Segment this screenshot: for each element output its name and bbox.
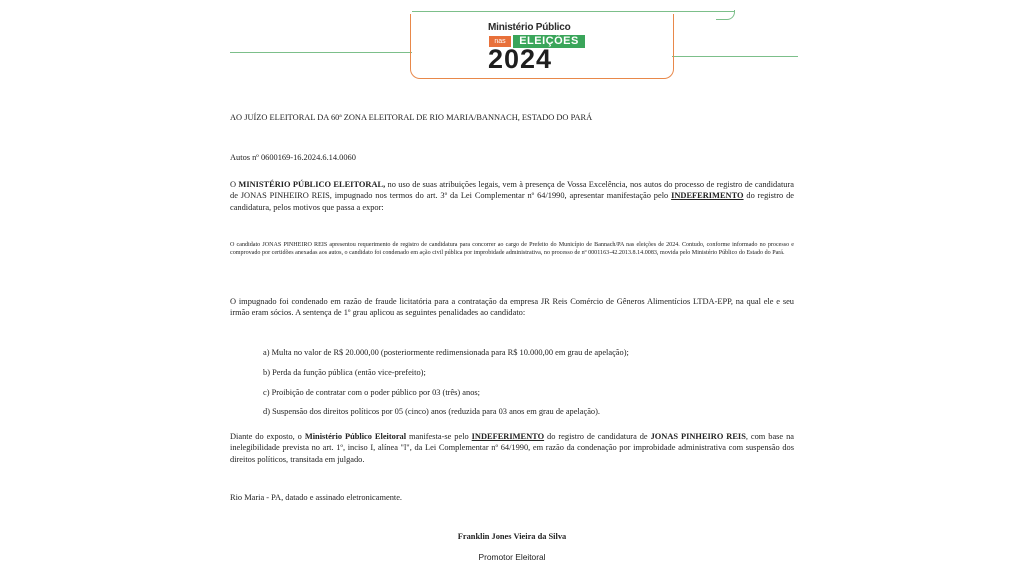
mp-eleicoes-2024-logo [488,22,592,74]
logo-title: Ministério Público [488,22,571,33]
header-rule-right [672,56,798,57]
indeferimento-term: INDEFERIMENTO [671,191,744,201]
conviction-paragraph: O impugnado foi condenado em razão de fraude licitatória para a contratação da empresa JR Reis Comércio de Gêneros Alimentícios LTDA-EPP, na qual ele e seu irmão eram sócios. A sentença de 1º grau aplicou as seguintes penalidades ao candidato: [230,297,794,318]
candidate-name: JONAS PINHEIRO REIS [650,432,746,441]
addressee: AO JUÍZO ELEITORAL DA 60ª ZONA ELEITORAL DE RIO MARIA/BANNACH, ESTADO DO PARÁ [230,113,593,122]
intro-paragraph: O MINISTÉRIO PÚBLICO ELEITORAL, no uso de suas atribuições legais, vem à presença de Vossa Excelência, nos autos do processo de registro de candidatura de JONAS PINHEIRO REIS, impugnado nos termos do art. 3º da Lei Complementar nº 64/1990, apresentar manifestação pelo INDEFERIMENTO do registro de candidatura, pelos motivos que passa a expor: [230,180,794,212]
logo-eleicoes-badge: ELEIÇÕES [513,35,585,48]
indeferimento-term: INDEFERIMENTO [471,432,545,441]
penalty-item: a) Multa no valor de R$ 20.000,00 (posteriormente redimensionada para R$ 10.000,00 em grau de apelação); [263,348,629,357]
conclusion-paragraph: Diante do exposto, o Ministério Público Eleitoral manifesta-se pelo INDEFERIMENTO do registro de candidatura de JONAS PINHEIRO REIS, com base na inelegibilidade prevista no art. 1º, inciso I, alínea "l", da Lei Complementar nº 64/1990, em razão da condenação por improbidade administrativa com suspensão dos direitos políticos, transitada em julgado. [230,432,794,464]
signer-name: Franklin Jones Vieira da Silva [457,532,567,541]
signer-role: Promotor Eleitoral [478,552,546,562]
logo-year: 2024 [488,44,553,74]
penalty-item: c) Proibição de contratar com o poder público por 03 (três) anos; [263,388,480,397]
org-name: Ministério Público Eleitoral [304,432,407,441]
header-rule-top [412,11,734,12]
header-rule-left [230,52,412,53]
summary-paragraph: O candidato JONAS PINHEIRO REIS apresentou requerimento de registro de candidatura para concorrer ao cargo de Prefeito do Município de Bannach/PA nas eleições de 2024. Contudo, conforme informado no processo e comprovado por certidões anexadas aos autos, o candidato foi condenado em ação civil pública por improbidade administrativa, no processo de nº 0001163-42.2013.8.14.0083, movida pelo Ministério Público do Estado do Pará. [230,242,794,257]
place-date: Rio Maria - PA, datado e assinado eletronicamente. [230,493,403,502]
penalty-item: d) Suspensão dos direitos políticos por 05 (cinco) anos (reduzida para 03 anos em grau de apelação). [263,407,600,416]
logo-nas-badge: nas [489,36,511,47]
case-number: Autos nº 0600169-16.2024.6.14.0060 [230,153,356,162]
header-rule-curve [716,10,735,20]
penalty-item: b) Perda da função pública (então vice-prefeito); [263,368,426,377]
org-name: MINISTÉRIO PÚBLICO ELEITORAL, [238,180,386,189]
